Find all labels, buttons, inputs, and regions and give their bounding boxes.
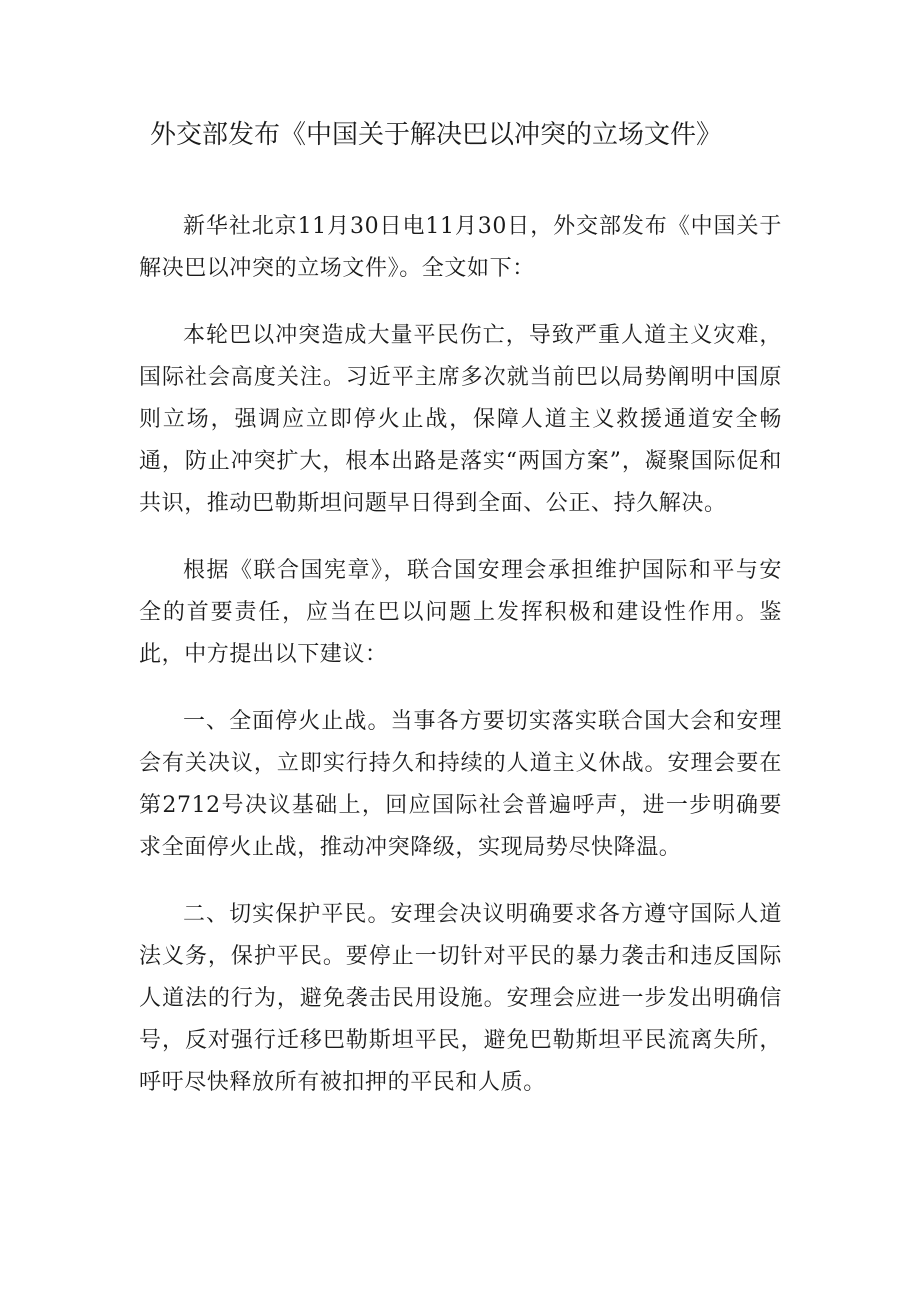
paragraph-protect-civilians: 二、切实保护平民。安理会决议明确要求各方遵守国际人道法义务，保护平民。要停止一切针对平民的暴力袭击和违反国际人道法的行为，避免袭击民用设施。安理会应进一步发出明确信号，反对强行迁移巴勒斯坦平民，避免巴勒斯坦平民流离失所，呼吁尽快释放所有被扣押的平民和人质。 — [139, 902, 782, 1095]
paragraph-intro: 新华社北京11月30日电11月30日，外交部发布《中国关于解决巴以冲突的立场文件》。全文如下： — [139, 214, 782, 281]
document-body — [139, 206, 782, 1129]
paragraph-ceasefire: 一、全面停火止战。当事各方要切实落实联合国大会和安理会有关决议，立即实行持久和持续的人道主义休战。安理会要在第2712号决议基础上，回应国际社会普遍呼声，进一步明确要求全面停火止战，推动冲突降级，实现局势尽快降温。 — [139, 709, 782, 860]
document-title: 外交部发布《中国关于解决巴以冲突的立场文件》 — [150, 120, 723, 150]
paragraph-un-charter: 根据《联合国宪章》，联合国安理会承担维护国际和平与安全的首要责任，应当在巴以问题上发挥积极和建设性作用。鉴此，中方提出以下建议： — [139, 558, 782, 667]
paragraph-background: 本轮巴以冲突造成大量平民伤亡，导致严重人道主义灾难，国际社会高度关注。习近平主席多次就当前巴以局势阐明中国原则立场，强调应立即停火止战，保障人道主义救援通道安全畅通，防止冲突扩大，根本出路是落实“两国方案”，凝聚国际促和共识，推动巴勒斯坦问题早日得到全面、公正、持久解决。 — [139, 323, 782, 516]
